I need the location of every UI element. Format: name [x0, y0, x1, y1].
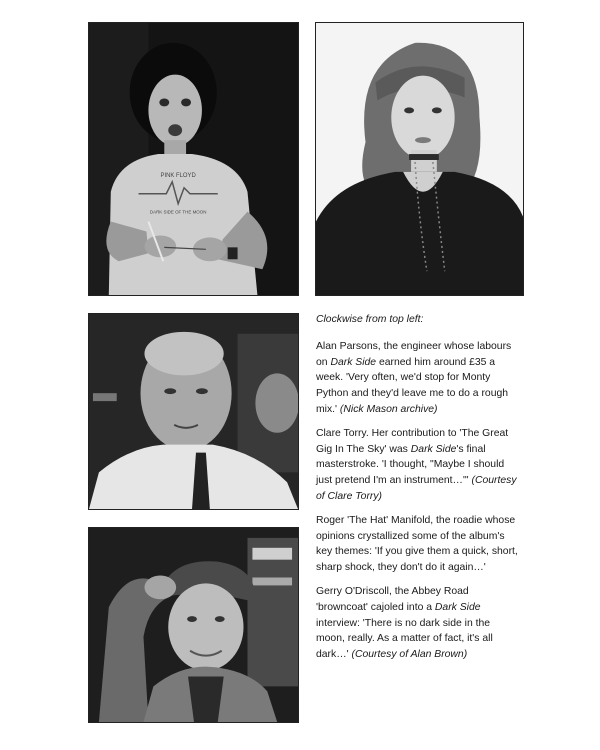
- shirt-text-bottom: DARK SIDE OF THE MOON: [149, 209, 207, 215]
- photo-alan-parsons: [88, 22, 299, 296]
- caption-torry-text-2: 's final masterstroke. 'I thought, "Maybe I should just pretend I'm an instrument…"': [316, 443, 505, 487]
- photo-roger-manifold: [88, 313, 299, 510]
- caption-manifold-text: Roger 'The Hat' Manifold, the roadie whose opinions crystallized some of the album's key themes: 'If you give them a quick, short, sharp shock, they don't do it again…': [316, 514, 518, 574]
- caption-parsons-album-title: Dark Side: [330, 356, 377, 368]
- captions-column: [316, 312, 521, 671]
- caption-lead: Clockwise from top left:: [316, 314, 424, 325]
- caption-torry-text-1: Clare Torry. Her contribution to 'The Great Gig In The Sky' was: [316, 427, 509, 455]
- caption-torry-credit: (Courtesy of Clare Torry): [316, 475, 517, 502]
- caption-odriscoll-text-2: interview: 'There is no dark side in the moon, really. As a matter of fact, it's all dark…': [316, 617, 493, 661]
- caption-parsons-text-2: earned him around £35 a week. 'Very often, we'd stop for Monty Python and they'd leave me to do a rough mix.': [316, 356, 509, 415]
- photo-alan-parsons-image: [89, 23, 298, 295]
- caption-odriscoll-album-title: Dark Side: [434, 601, 481, 613]
- photo-roger-manifold-image: [89, 314, 298, 509]
- caption-clare-torry: [316, 426, 521, 505]
- caption-alan-parsons: [316, 339, 521, 418]
- photo-gerry-odriscoll-image: [89, 528, 298, 722]
- photo-gerry-odriscoll: [88, 527, 299, 723]
- caption-parsons-credit: (Nick Mason archive): [339, 403, 438, 415]
- shirt-text-top: PINK FLOYD: [160, 172, 196, 179]
- caption-roger-manifold: [316, 513, 521, 576]
- caption-odriscoll-credit: (Courtesy of Alan Brown): [351, 649, 468, 661]
- photo-clare-torry: [315, 22, 524, 296]
- caption-gerry-odriscoll: [316, 584, 521, 663]
- caption-odriscoll-text-1: Gerry O'Driscoll, the Abbey Road 'browncoat' cajoled into a: [316, 585, 469, 613]
- caption-parsons-text-1: Alan Parsons, the engineer whose labours on: [316, 340, 512, 368]
- caption-torry-album-title: Dark Side: [410, 443, 457, 455]
- photo-clare-torry-image: [316, 23, 523, 295]
